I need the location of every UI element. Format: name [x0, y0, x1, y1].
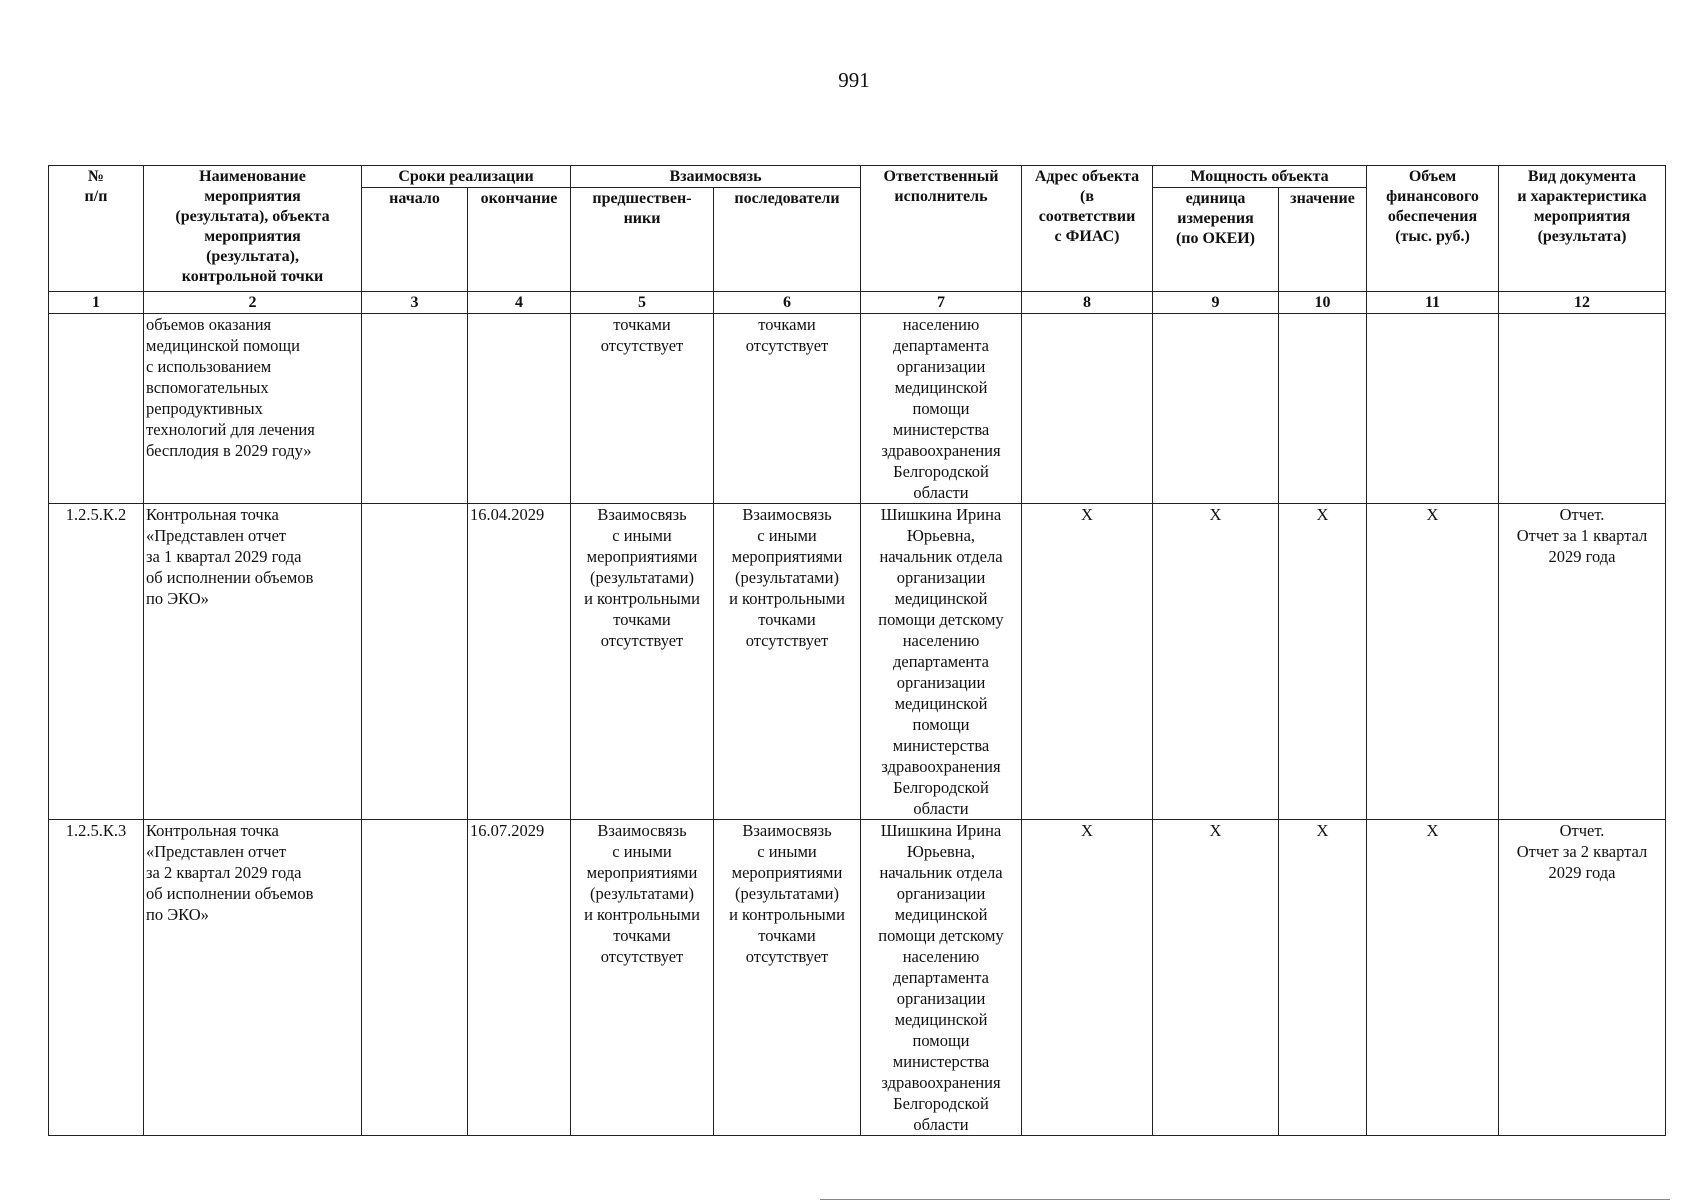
cell-predecessors: Взаимосвязь с иными мероприятиями (результатами) и контрольными точками отсутствует — [571, 820, 714, 1136]
cell-value — [1279, 314, 1367, 504]
cell-name: Контрольная точка «Представлен отчет за 1 квартал 2029 года об исполнении объемов по ЭКО» — [144, 504, 362, 820]
cell-responsible: Шишкина Ирина Юрьевна, начальник отдела организации медицинской помощи детскому населению департамента организации медицинской помощи министерства здравоохранения Белгородской области — [861, 504, 1022, 820]
cell-finance: X — [1367, 820, 1499, 1136]
header-successors: последователи — [714, 188, 861, 292]
cell-address: X — [1022, 504, 1153, 820]
cell-unit: X — [1153, 820, 1279, 1136]
header-relation: Взаимосвязь — [571, 166, 861, 188]
header-start: начало — [362, 188, 468, 292]
cell-responsible: населению департамента организации медицинской помощи министерства здравоохранения Белгородской области — [861, 314, 1022, 504]
header-predecessors: предшествен- ники — [571, 188, 714, 292]
column-number: 6 — [714, 292, 861, 314]
cell-doc: Отчет. Отчет за 1 квартал 2029 года — [1499, 504, 1666, 820]
cell-num: 1.2.5.К.3 — [49, 820, 144, 1136]
cell-successors: точками отсутствует — [714, 314, 861, 504]
column-number: 5 — [571, 292, 714, 314]
header-address: Адрес объекта (в соответствии с ФИАС) — [1022, 166, 1153, 292]
table-row — [49, 820, 1666, 1136]
header-unit: единица измерения (по ОКЕИ) — [1153, 188, 1279, 292]
cell-start — [362, 504, 468, 820]
cell-value: X — [1279, 504, 1367, 820]
cell-name: Контрольная точка «Представлен отчет за 2 квартал 2029 года об исполнении объемов по ЭКО» — [144, 820, 362, 1136]
cell-finance: X — [1367, 504, 1499, 820]
cell-unit — [1153, 314, 1279, 504]
cell-end: 16.04.2029 — [468, 504, 571, 820]
cell-num — [49, 314, 144, 504]
column-number: 2 — [144, 292, 362, 314]
header-terms: Сроки реализации — [362, 166, 571, 188]
cell-start — [362, 314, 468, 504]
cell-address — [1022, 314, 1153, 504]
table-row — [49, 314, 1666, 504]
header-name: Наименование мероприятия (результата), объекта мероприятия (результата), контрольной точки — [144, 166, 362, 292]
cell-num: 1.2.5.К.2 — [49, 504, 144, 820]
cell-successors: Взаимосвязь с иными мероприятиями (результатами) и контрольными точками отсутствует — [714, 504, 861, 820]
header-end: окончание — [468, 188, 571, 292]
header-num: № п/п — [49, 166, 144, 292]
header-value: значение — [1279, 188, 1367, 292]
header-finance: Объем финансового обеспечения (тыс. руб.) — [1367, 166, 1499, 292]
cell-doc — [1499, 314, 1666, 504]
cell-responsible: Шишкина Ирина Юрьевна, начальник отдела организации медицинской помощи детскому населению департамента организации медицинской помощи министерства здравоохранения Белгородской области — [861, 820, 1022, 1136]
column-number: 1 — [49, 292, 144, 314]
cell-start — [362, 820, 468, 1136]
cell-finance — [1367, 314, 1499, 504]
cell-predecessors: точками отсутствует — [571, 314, 714, 504]
column-number: 11 — [1367, 292, 1499, 314]
cell-successors: Взаимосвязь с иными мероприятиями (результатами) и контрольными точками отсутствует — [714, 820, 861, 1136]
column-number: 9 — [1153, 292, 1279, 314]
cell-doc: Отчет. Отчет за 2 квартал 2029 года — [1499, 820, 1666, 1136]
cell-unit: X — [1153, 504, 1279, 820]
cell-value: X — [1279, 820, 1367, 1136]
column-number: 3 — [362, 292, 468, 314]
column-number: 10 — [1279, 292, 1367, 314]
plan-table — [48, 165, 1666, 1136]
header-responsible: Ответственный исполнитель — [861, 166, 1022, 292]
cell-end — [468, 314, 571, 504]
table-row — [49, 504, 1666, 820]
cell-name: объемов оказания медицинской помощи с использованием вспомогательных репродуктивных технологий для лечения бесплодия в 2029 году» — [144, 314, 362, 504]
column-number: 12 — [1499, 292, 1666, 314]
cell-end: 16.07.2029 — [468, 820, 571, 1136]
cell-address: X — [1022, 820, 1153, 1136]
header-capacity: Мощность объекта — [1153, 166, 1367, 188]
header-doc-type: Вид документа и характеристика мероприятия (результата) — [1499, 166, 1666, 292]
cell-predecessors: Взаимосвязь с иными мероприятиями (результатами) и контрольными точками отсутствует — [571, 504, 714, 820]
column-number: 4 — [468, 292, 571, 314]
column-number: 7 — [861, 292, 1022, 314]
page-number: 991 — [838, 68, 870, 92]
column-number: 8 — [1022, 292, 1153, 314]
